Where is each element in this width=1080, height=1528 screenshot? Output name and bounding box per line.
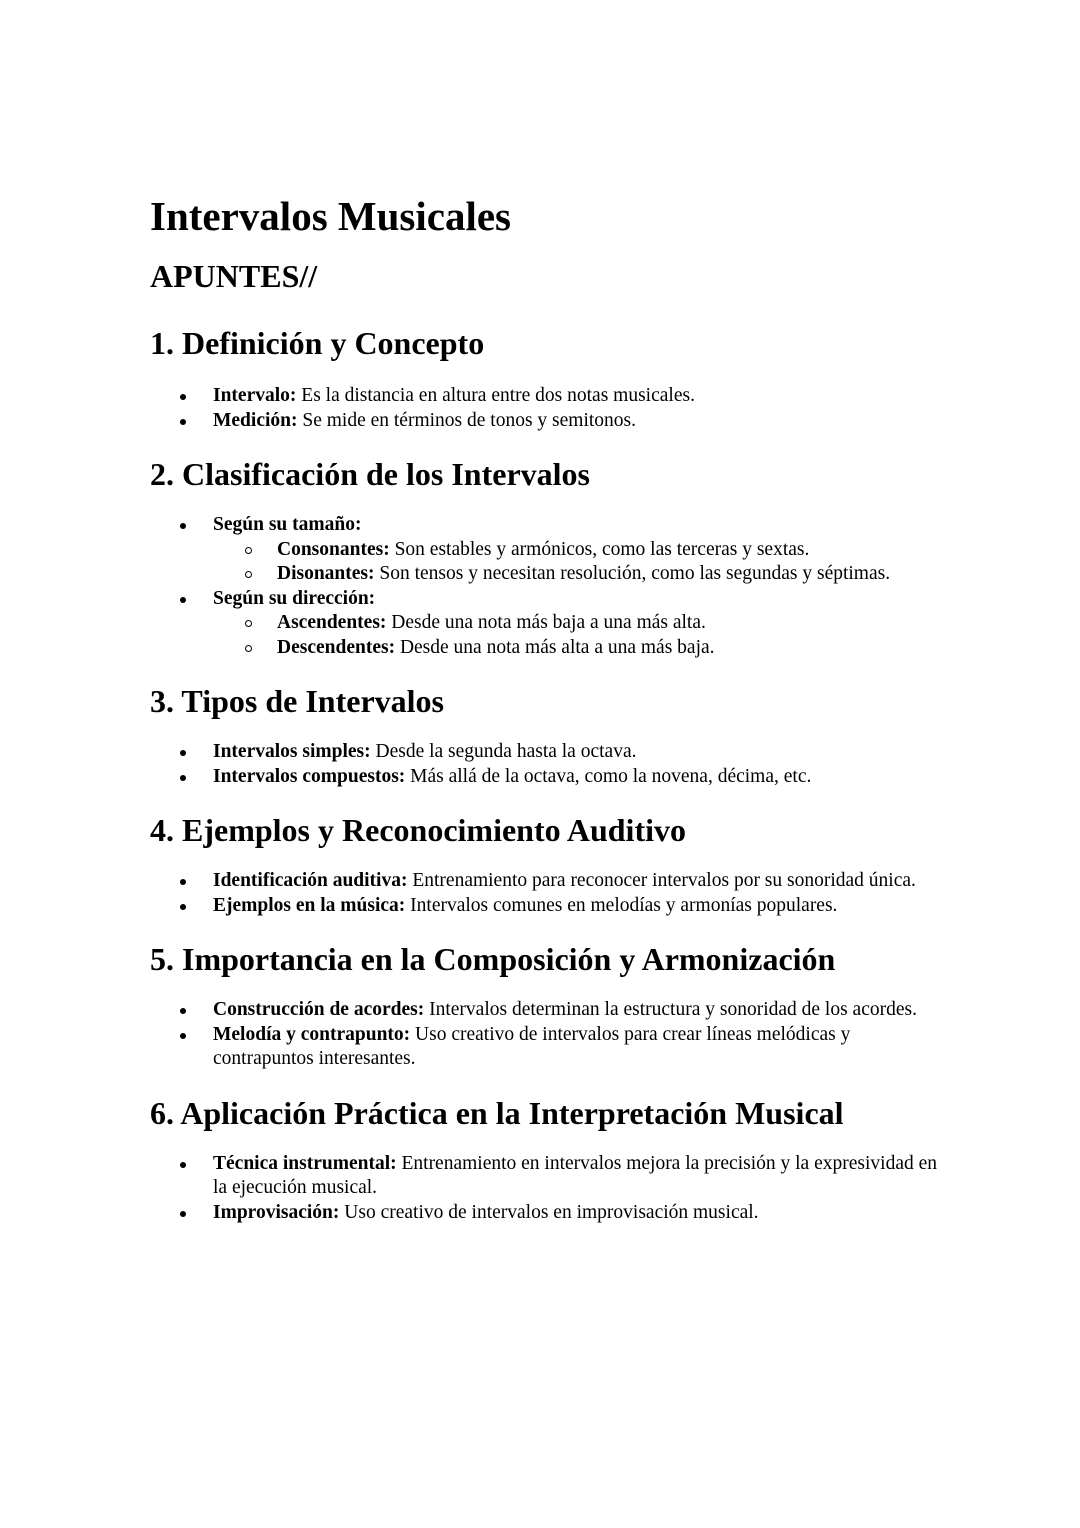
bullet-icon <box>180 1162 186 1168</box>
sub-list <box>150 538 940 587</box>
list-item <box>150 740 940 765</box>
section-heading: 2. Clasificación de los Intervalos <box>150 456 590 492</box>
bullet-icon <box>180 523 186 529</box>
section-ejemplos <box>150 810 940 918</box>
circle-bullet-icon <box>245 645 252 652</box>
section-tipos <box>150 681 940 789</box>
item-text: Entrenamiento para reconocer intervalos por su sonoridad única. <box>407 870 916 891</box>
bullet-icon <box>180 1033 186 1039</box>
page-title: Intervalos Musicales <box>150 193 511 239</box>
section-heading: 3. Tipos de Intervalos <box>150 683 444 719</box>
item-term: Construcción de acordes: <box>213 999 425 1020</box>
bullet-list <box>150 513 940 660</box>
list-item <box>150 384 940 409</box>
list-item <box>150 513 940 587</box>
bullet-icon <box>180 419 186 425</box>
sub-list-item <box>213 636 940 661</box>
list-item <box>150 409 940 434</box>
list-item <box>150 1152 940 1201</box>
sub-list-item <box>213 562 940 587</box>
item-term: Melodía y contrapunto: <box>213 1023 411 1045</box>
item-term: Medición: <box>213 409 298 431</box>
item-text: Intervalos comunes en melodías y armonías populares. <box>405 894 838 916</box>
list-item <box>150 1023 940 1072</box>
section-heading: 6. Aplicación Práctica en la Interpretación Musical <box>150 1094 844 1131</box>
bullet-list <box>150 384 940 433</box>
item-text: Son tensos y necesitan resolución, como las segundas y séptimas. <box>374 563 891 584</box>
item-term: Según su tamaño: <box>213 514 362 535</box>
item-term: Ascendentes: <box>277 612 387 633</box>
bullet-list <box>150 1152 940 1226</box>
bullet-icon <box>180 1008 186 1014</box>
item-term: Intervalo: <box>213 385 297 406</box>
item-term: Improvisación: <box>213 1201 340 1223</box>
item-term: Disonantes: <box>277 563 375 584</box>
bullet-list <box>150 998 940 1072</box>
bullet-list <box>150 740 940 789</box>
item-term: Identificación auditiva: <box>213 870 408 891</box>
list-item <box>150 998 940 1023</box>
section-aplicacion <box>150 1093 940 1226</box>
item-term: Intervalos simples: <box>213 741 371 762</box>
bullet-icon <box>180 775 186 781</box>
item-text: Desde una nota más baja a una más alta. <box>386 612 706 633</box>
circle-bullet-icon <box>245 547 252 554</box>
sub-list-item <box>213 538 940 563</box>
list-item <box>150 587 940 661</box>
section-heading: 5. Importancia en la Composición y Armonización <box>150 941 836 977</box>
item-text: Uso creativo de intervalos para crear líneas melódicas y contrapuntos interesantes. <box>213 1023 851 1069</box>
item-term: Consonantes: <box>277 538 390 560</box>
item-text: Se mide en términos de tonos y semitonos. <box>297 409 636 431</box>
item-text: Es la distancia en altura entre dos notas musicales. <box>296 385 695 406</box>
item-term: Ejemplos en la música: <box>213 894 406 916</box>
section-heading: 1. Definición y Concepto <box>150 325 485 361</box>
item-term: Intervalos compuestos: <box>213 765 406 787</box>
document-page <box>150 190 940 1225</box>
item-text: Uso creativo de intervalos en improvisación musical. <box>339 1201 759 1223</box>
list-item <box>150 765 940 790</box>
sub-list-item <box>213 611 940 636</box>
section-definicion <box>150 323 940 433</box>
item-term: Descendentes: <box>277 636 396 658</box>
page-subtitle: APUNTES// <box>150 258 318 294</box>
sub-list <box>150 611 940 660</box>
list-item <box>150 1201 940 1226</box>
bullet-icon <box>180 597 186 603</box>
item-text: Entrenamiento en intervalos mejora la precisión y la expresividad en la ejecución musical. <box>213 1152 938 1198</box>
section-clasificacion <box>150 454 940 660</box>
item-text: Intervalos determinan la estructura y sonoridad de los acordes. <box>424 999 917 1020</box>
list-item <box>150 869 940 894</box>
section-importancia <box>150 939 940 1072</box>
list-item <box>150 894 940 919</box>
bullet-list <box>150 869 940 918</box>
bullet-icon <box>180 1211 186 1217</box>
item-text: Son estables y armónicos, como las terceras y sextas. <box>389 538 810 560</box>
bullet-icon <box>180 904 186 910</box>
circle-bullet-icon <box>245 620 252 627</box>
bullet-icon <box>180 750 186 756</box>
item-text: Desde la segunda hasta la octava. <box>370 741 637 762</box>
item-term: Técnica instrumental: <box>213 1152 397 1174</box>
item-term: Según su dirección: <box>213 587 376 609</box>
item-text: Desde una nota más alta a una más baja. <box>395 636 715 658</box>
circle-bullet-icon <box>245 571 252 578</box>
item-text: Más allá de la octava, como la novena, décima, etc. <box>405 765 812 787</box>
bullet-icon <box>180 394 186 400</box>
section-heading: 4. Ejemplos y Reconocimiento Auditivo <box>150 812 686 848</box>
bullet-icon <box>180 879 186 885</box>
